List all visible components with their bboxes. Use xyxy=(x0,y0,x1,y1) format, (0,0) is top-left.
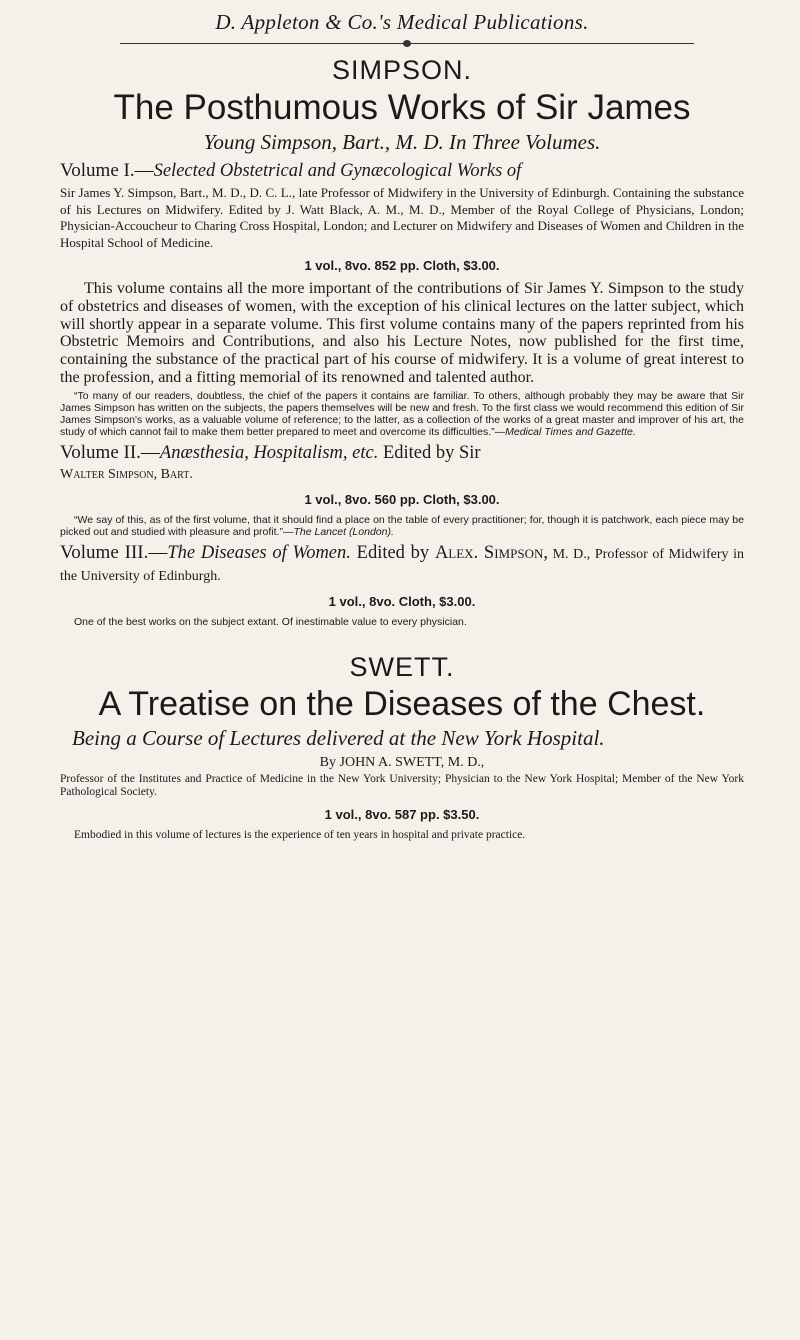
volume-1-review xyxy=(60,390,744,438)
volume-1-price: 1 vol., 8vo. 852 pp. Cloth, $3.00. xyxy=(304,258,500,273)
volume-3-editor-prefix: Edited by xyxy=(350,542,430,563)
volume-1-title: Selected Obstetrical and Gynæcological Works of xyxy=(153,161,522,181)
volume-2-label: Volume II.— xyxy=(60,441,160,463)
swett-author-line: By JOHN A. SWETT, M. D., xyxy=(319,754,485,770)
volume-2-review xyxy=(60,514,744,538)
volume-2-editor: Walter Simpson, Bart. xyxy=(60,466,193,482)
swett-author-heading: SWETT. xyxy=(349,651,455,682)
volume-1-label: Volume I.— xyxy=(60,160,154,181)
volume-1-description: Sir James Y. Simpson, Bart., M. D., D. C. L., late Professor of Midwifery in the University of Edinburgh. Containing the substance of his Lectures on Midwifery. Edited by J. Watt Black, A. M., M. D., Member of the Royal College of Physicians, London; Physician-Accoucheur to Charing Cross Hospital, London; and Lecturer on Midwifery and Diseases of Women and Children in the Hospital School of Medicine. xyxy=(60,185,744,250)
volume-2-review-text: “We say of this, as of the first volume, that it should find a place on the table of every practitioner; for, though it is patchwork, each piece may be picked out and studied with pleasure and profit.”— xyxy=(60,513,744,538)
ornamental-rule xyxy=(120,39,694,49)
swett-closing-note: Embodied in this volume of lectures is the experience of ten years in hospital and private practice. xyxy=(74,828,526,841)
swett-book-title: A Treatise on the Diseases of the Chest. xyxy=(98,684,706,723)
volume-3-label: Volume III.— xyxy=(60,541,168,563)
volume-1-body: This volume contains all the more important of the contributions of Sir James Y. Simpson to the study of obstetrics and diseases of women, with the exception of his clinical lectures on the latter subject, which will shortly appear in a separate volume. This first volume contains many of the papers reprinted from his Obstetric Memoirs and Contributions, and also his Lecture Notes, now published for the first time, containing the substance of the practical part of his course of midwifery. It is a volume of great interest to the profession, and a fitting memorial of its renowned and talented author. xyxy=(60,280,744,386)
volume-3-editor: Alex. Simpson, xyxy=(434,542,548,563)
swett-price: 1 vol., 8vo. 587 pp. $3.50. xyxy=(324,806,480,822)
simpson-book-title: The Posthumous Works of Sir James xyxy=(113,88,691,127)
volume-2-editor-prefix: Edited by Sir xyxy=(378,442,481,463)
rule-ornament xyxy=(403,40,411,47)
simpson-byline: Young Simpson, Bart., M. D. In Three Volumes. xyxy=(203,130,601,154)
volume-3-editor-rest: M. D., Professor of Midwifery in the University of Edinburgh. xyxy=(60,546,745,584)
swett-subtitle: Being a Course of Lectures delivered at the New York Hospital. xyxy=(72,725,605,750)
swett-author-description: Professor of the Institutes and Practice of Medicine in the New York University; Physician to the New York Hospital; Member of the New York Pathological Society. xyxy=(60,772,744,799)
volume-1-heading xyxy=(60,161,744,181)
publisher-header: D. Appleton & Co.'s Medical Publications. xyxy=(215,10,589,34)
volume-3-review: One of the best works on the subject extant. Of inestimable value to every physician. xyxy=(74,615,467,628)
volume-2-review-source: The Lancet (London). xyxy=(293,525,394,538)
volume-3-heading xyxy=(60,543,744,587)
volume-1-review-text: “To many of our readers, doubtless, the chief of the papers it contains are familiar. To others, although probably they may be aware that Sir James Simpson has written on the subjects, the papers themselves will be new and fresh. To the first class we would recommend this edition of Sir James Simpson's works, as a valuable volume of reference; to the latter, as a collection of the works of a great master and improver of his art, the study of which cannot fail to make them better prepared to meet and overcome its difficulties.”— xyxy=(60,389,744,438)
volume-3-title: The Diseases of Women. xyxy=(167,542,351,563)
volume-2-title: Anæsthesia, Hospitalism, etc. xyxy=(159,442,379,463)
simpson-author-heading: SIMPSON. xyxy=(331,55,473,85)
volume-3-price: 1 vol., 8vo. Cloth, $3.00. xyxy=(328,593,476,609)
volume-1-review-source: Medical Times and Gazette. xyxy=(505,425,636,438)
volume-2-price: 1 vol., 8vo. 560 pp. Cloth, $3.00. xyxy=(304,491,500,507)
volume-2-heading xyxy=(60,443,744,485)
